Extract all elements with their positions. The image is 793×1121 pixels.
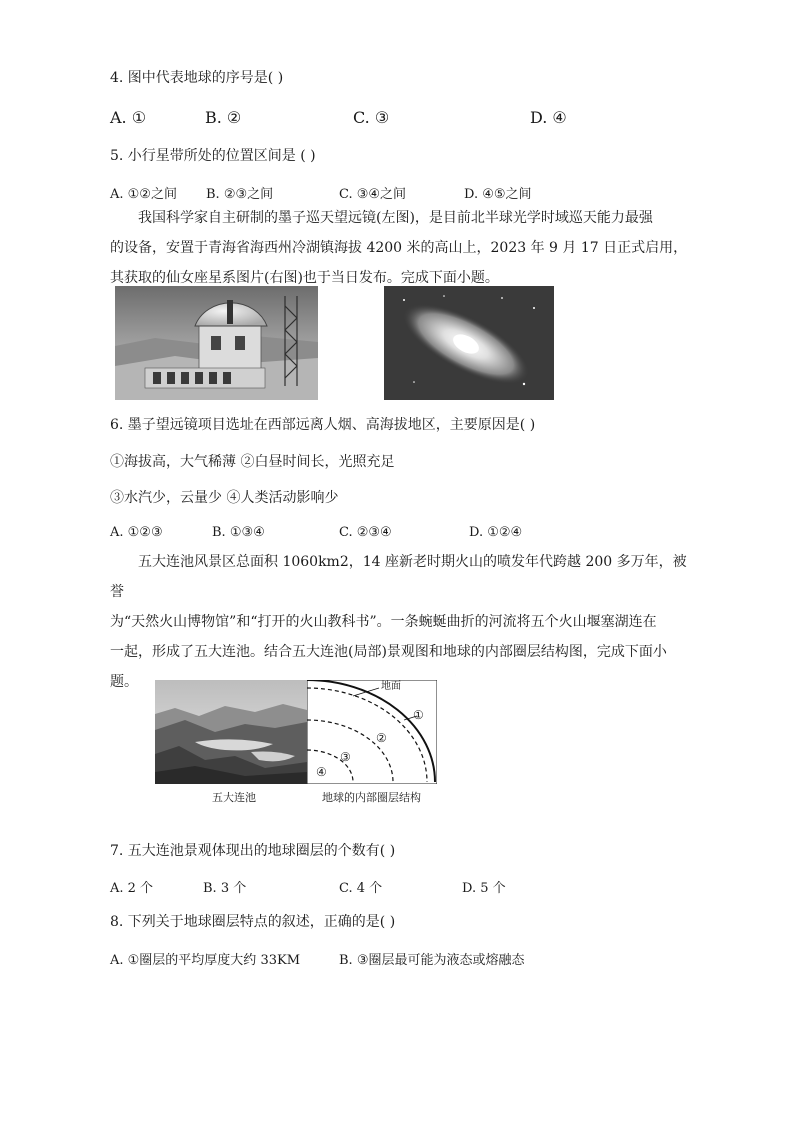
telescope-photo	[115, 286, 318, 400]
q5-option-d: D. ④⑤之间	[464, 187, 532, 202]
q8-option-b: B. ③圈层最可能为液态或熔融态	[339, 953, 525, 968]
passage2-line-2: 为“天然火山博物馆”和“打开的火山教科书”。一条蜿蜒曲折的河流将五个火山堰塞湖连在	[110, 614, 657, 630]
q6-option-a: A. ①②③	[110, 525, 163, 540]
passage1-line-3: 其获取的仙女座星系图片(右图)也于当日发布。完成下面小题。	[110, 270, 499, 286]
layer-label-3: ③	[340, 750, 351, 764]
q5-option-c: C. ③④之间	[339, 187, 407, 202]
passage1-line-2: 的设备，安置于青海省海西州冷湖镇海拔 4200 米的高山上，2023 年 9 月 17 日正式启用，	[110, 240, 688, 256]
q7-option-a: A. 2 个	[110, 881, 154, 896]
q4-option-b: B. ②	[205, 108, 242, 127]
wudalianchi-photo	[155, 680, 307, 784]
surface-label: 地面	[381, 681, 401, 692]
q6-option-d: D. ①②④	[469, 525, 523, 540]
q5-option-b: B. ②③之间	[206, 187, 274, 202]
q6-statement-2: ③水汽少，云量少 ④人类活动影响少	[110, 490, 339, 506]
layer-label-1: ①	[413, 708, 424, 722]
q6-statement-1: ①海拔高，大气稀薄 ②白昼时间长，光照充足	[110, 454, 395, 470]
diagram-caption: 地球的内部圈层结构	[322, 791, 421, 804]
q7-option-c: C. 4 个	[339, 881, 383, 896]
passage-wudalianchi	[110, 547, 690, 697]
passage2-line-1: 五大连池风景区总面积 1060km2，14 座新老时期火山的喷发年代跨越 200 多万年，被誉	[110, 554, 687, 600]
passage2-line-3: 一起，形成了五大连池。结合五大连池(局部)景观图和地球的内部圈层结构图，完成下面小	[110, 644, 667, 660]
q4-option-d: D. ④	[530, 108, 567, 127]
galaxy-photo	[384, 286, 554, 400]
q6-stem: 6. 墨子望远镜项目选址在西部远离人烟、高海拔地区，主要原因是( )	[110, 417, 536, 433]
q6-option-b: B. ①③④	[212, 525, 265, 540]
q4-option-a: A. ①	[110, 108, 147, 127]
q7-option-b: B. 3 个	[203, 881, 247, 896]
q8-option-a: A. ①圈层的平均厚度大约 33KM	[110, 953, 301, 968]
q6-option-c: C. ②③④	[339, 525, 392, 540]
q7-option-d: D. 5 个	[462, 881, 506, 896]
layer-label-4: ④	[316, 765, 327, 779]
q8-stem: 8. 下列关于地球圈层特点的叙述，正确的是( )	[110, 914, 396, 930]
q5-stem: 5. 小行星带所处的位置区间是 ( )	[110, 148, 316, 164]
layer-label-2: ②	[376, 731, 387, 745]
passage2-line-4: 题。	[110, 674, 138, 690]
q7-stem: 7. 五大连池景观体现出的地球圈层的个数有( )	[110, 843, 396, 859]
q4-option-c: C. ③	[353, 108, 390, 127]
q4-stem: 4. 图中代表地球的序号是( )	[110, 70, 284, 86]
photo-caption: 五大连池	[212, 791, 256, 804]
q5-option-a: A. ①②之间	[110, 187, 177, 202]
passage-telescope	[110, 203, 690, 293]
passage1-line-1: 我国科学家自主研制的墨子巡天望远镜(左图)，是目前北半球光学时域巡天能力最强	[138, 210, 653, 226]
